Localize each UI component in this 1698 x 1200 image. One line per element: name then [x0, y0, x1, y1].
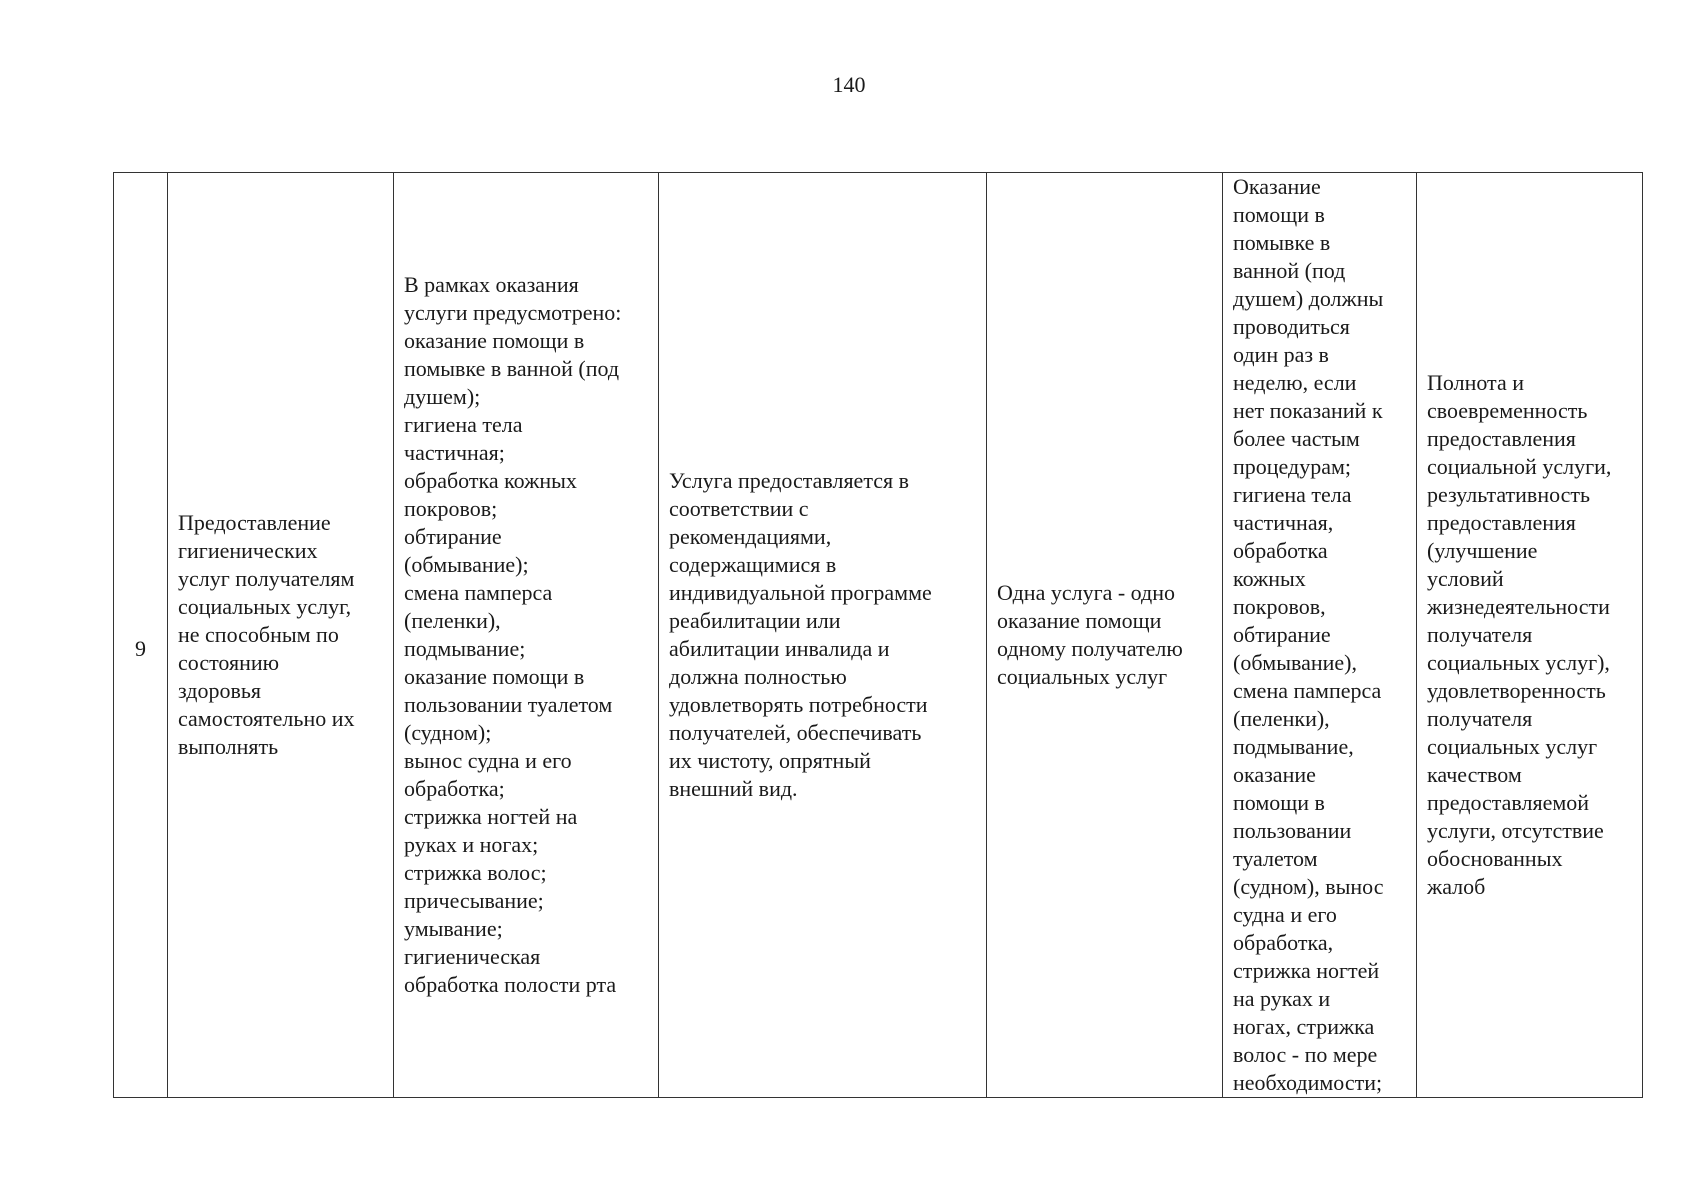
table-row [114, 173, 1643, 1098]
service-content-cell: В рамках оказания услуги предусмотрено: оказание помощи в помывке в ванной (под душем); гигиена тела частичная; обработка кожных покровов; обтирание (обмывание); смена памперса (пеленки), подмывание; оказание помощи в пользовании туалетом (судном); вынос судна и его обработка; стрижка ногтей на руках и ногах; стрижка волос; причесывание; умывание; гигиеническая обработка полости рта [394, 173, 659, 1098]
services-table [113, 172, 1643, 1098]
service-name-cell: Предоставление гигиенических услуг получателям социальных услуг, не способным по состоянию здоровья самостоятельно их выполнять [168, 173, 394, 1098]
service-frequency-cell: Оказание помощи в помывке в ванной (под душем) должны проводиться один раз в неделю, если нет показаний к более частым процедурам; гигиена тела частичная, обработка кожных покровов, обтирание (обмывание), смена памперса (пеленки), подмывание, оказание помощи в пользовании туалетом (судном), вынос судна и его обработка, стрижка ногтей на руках и ногах, стрижка волос - по мере необходимости; [1223, 173, 1417, 1098]
service-quality-cell: Полнота и своевременность предоставления социальной услуги, результативность предоставления (улучшение условий жизнедеятельности получателя социальных услуг), удовлетворенность получателя социальных услуг качеством предоставляемой услуги, отсутствие обоснованных жалоб [1417, 173, 1643, 1098]
page-number: 140 [832, 72, 866, 97]
service-conditions-cell: Услуга предоставляется в соответствии с рекомендациями, содержащимися в индивидуальной программе реабилитации или абилитации инвалида и должна полностью удовлетворять потребности получателей, обеспечивать их чистоту, опрятный внешний вид. [659, 173, 987, 1098]
row-number-cell [114, 173, 168, 1098]
service-unit-cell: Одна услуга - одно оказание помощи одному получателю социальных услуг [987, 173, 1223, 1098]
row-number: 9 [135, 636, 146, 661]
